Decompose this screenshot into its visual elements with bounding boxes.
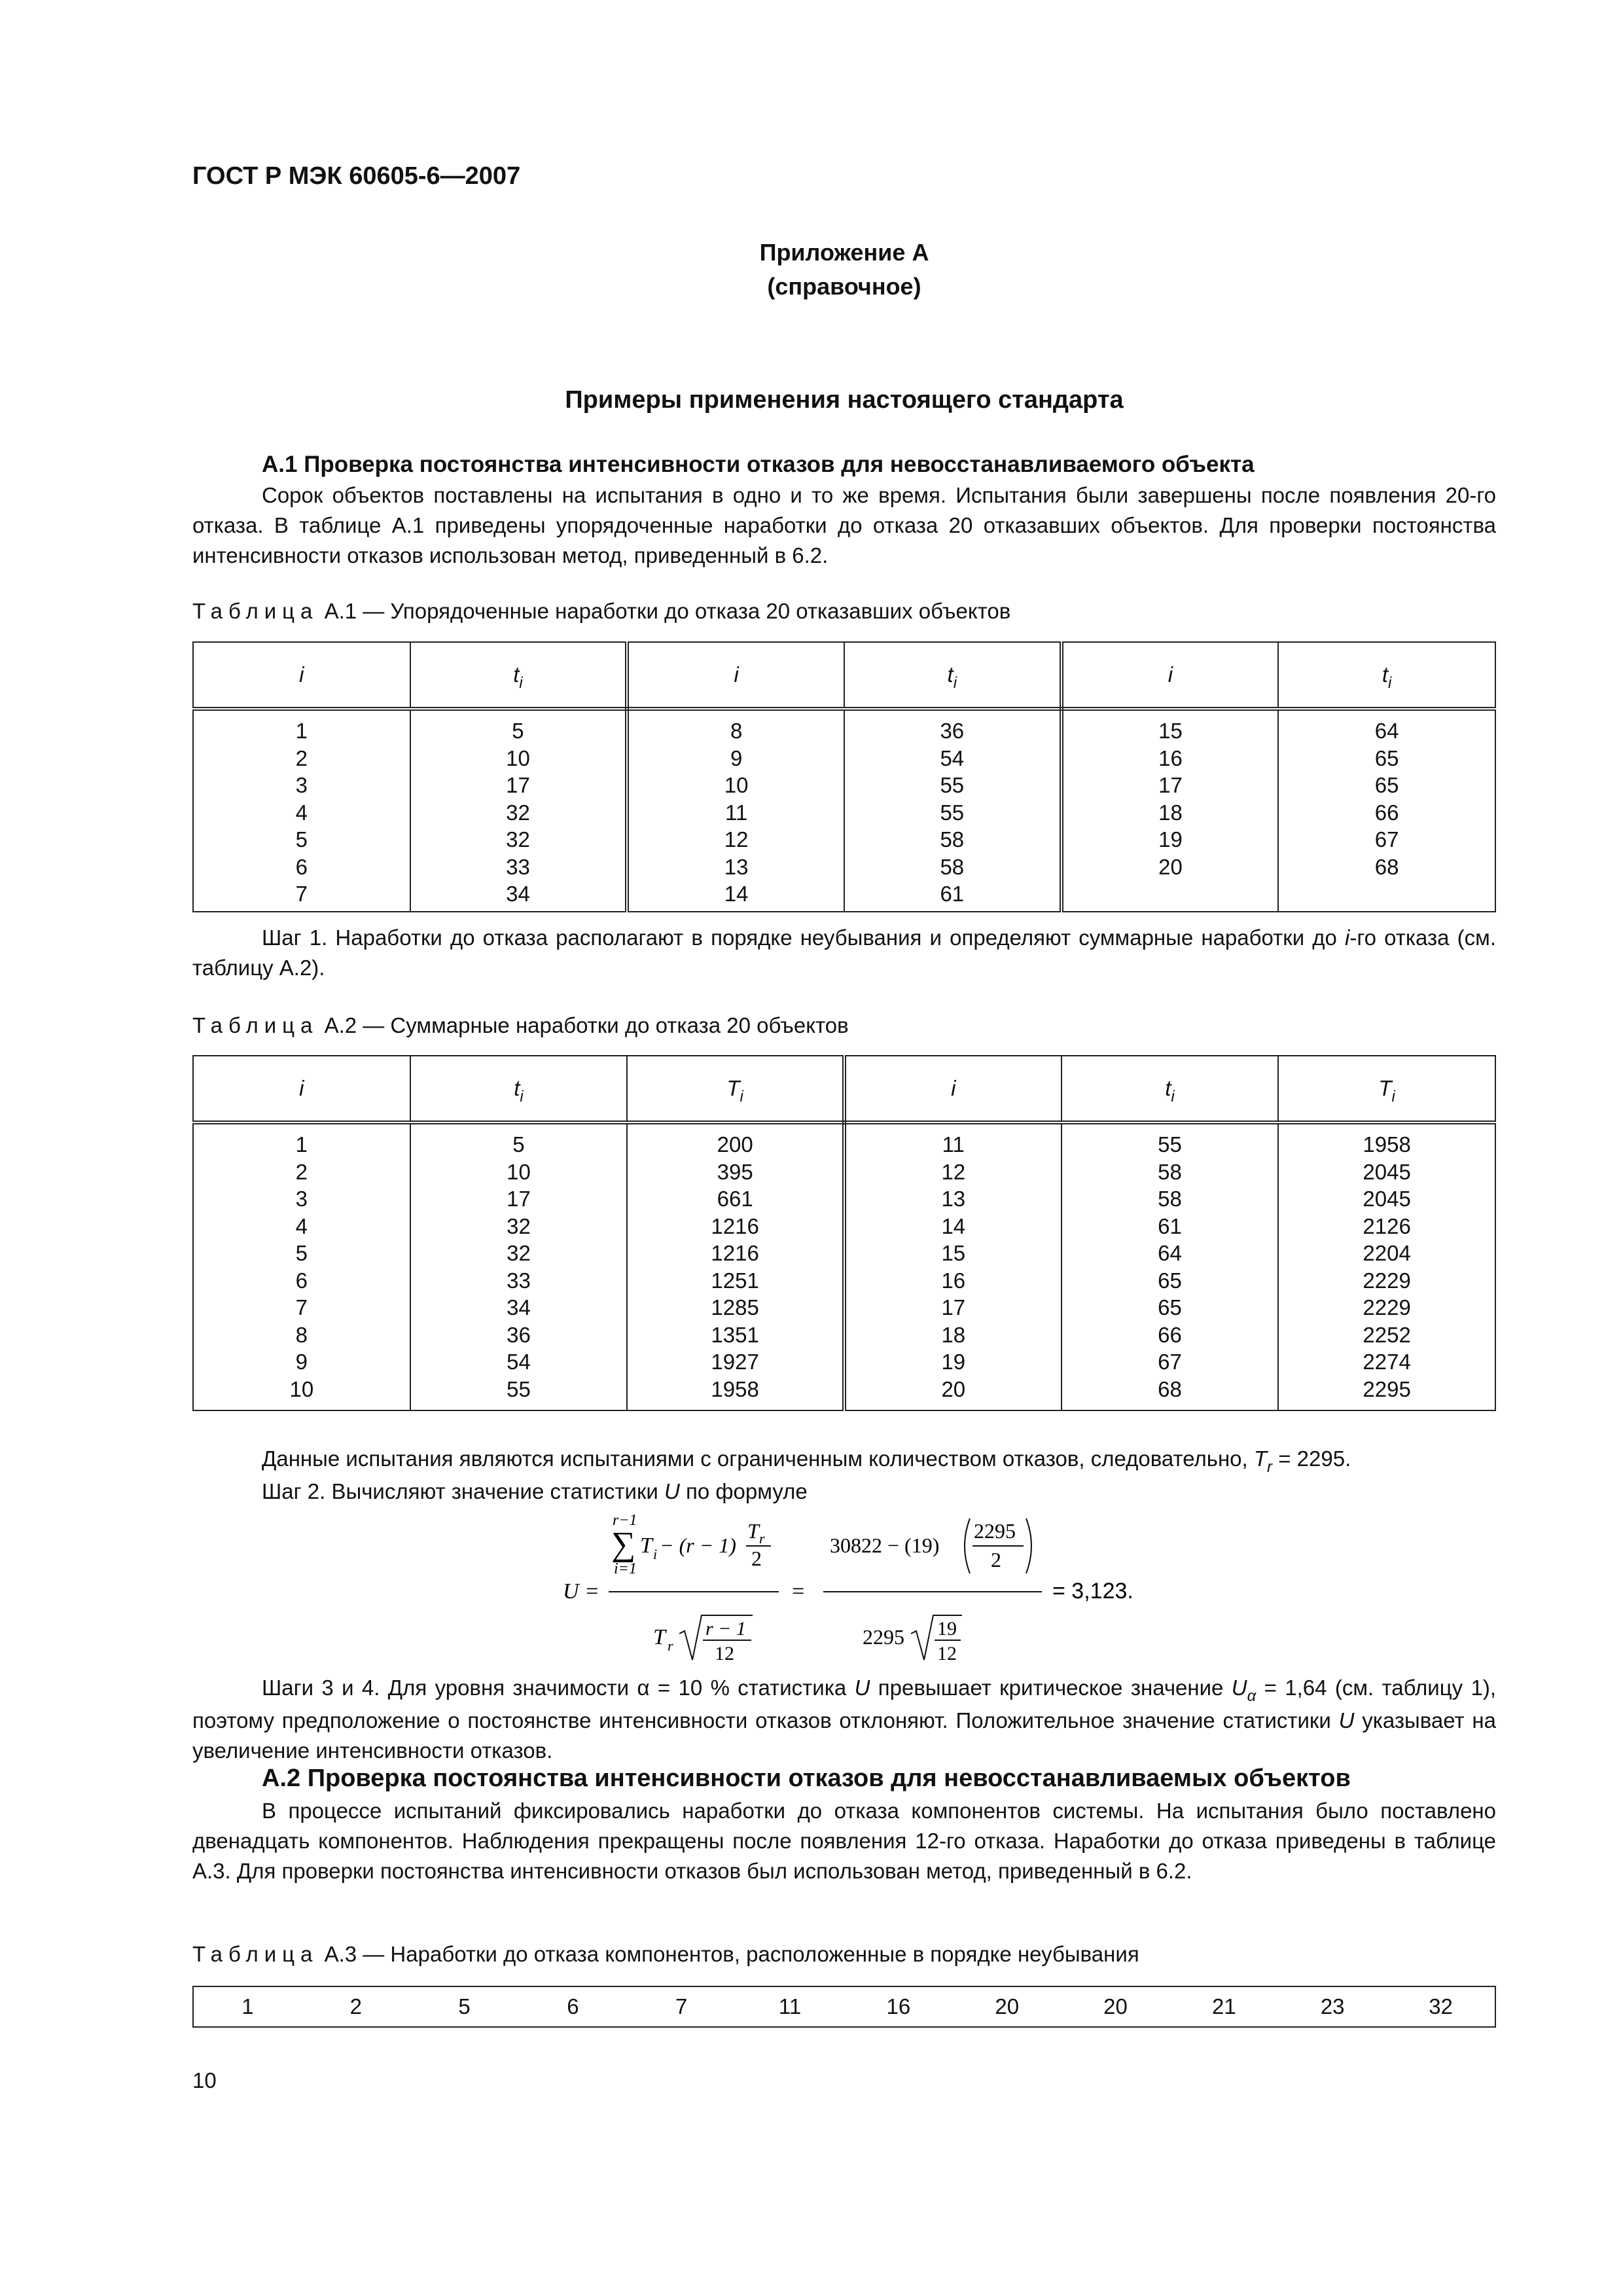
table-cell: 33	[507, 1268, 531, 1293]
test-data-paragraph	[192, 1444, 1496, 1507]
table-cell: 32	[507, 1213, 531, 1238]
table-cell: 17	[1158, 773, 1183, 797]
steps34-text-e: указывает на увеличение интенсивности отказов.	[192, 1708, 1496, 1763]
table-cell: 12	[724, 827, 749, 852]
table-cell: 68	[1374, 854, 1399, 879]
table-cell: 58	[1158, 1187, 1182, 1211]
table-cell: 61	[940, 882, 965, 906]
table-a2	[192, 1055, 1496, 1411]
table-cell: 64	[1158, 1241, 1182, 1265]
table-a3-caption-text: А.3 — Наработки до отказа компонентов, расположенные в порядке неубывания	[324, 1942, 1139, 1966]
table-cell: 12	[941, 1159, 966, 1184]
formula-sum-top: r−1	[613, 1512, 637, 1529]
formula-frac-den: 2	[751, 1547, 762, 1570]
formula-sigma: ∑	[611, 1526, 636, 1563]
table-cell: 6	[295, 1268, 308, 1293]
table-cell: 13	[941, 1187, 966, 1211]
page-number: 10	[192, 2068, 217, 2092]
table-a2-header-i: i	[193, 1056, 410, 1122]
formula-d2: 2295	[863, 1625, 904, 1649]
table-cell: 17	[941, 1295, 966, 1319]
table-cell: 65	[1374, 745, 1399, 770]
table-cell: 8	[730, 719, 743, 743]
table-cell: 34	[507, 1295, 531, 1319]
table-cell: 65	[1158, 1295, 1182, 1319]
table-a3-cell: 11	[736, 1986, 844, 2027]
table-cell: 10	[724, 773, 749, 797]
formula-den-root-den: 12	[715, 1643, 734, 1664]
table-cell: 66	[1158, 1322, 1182, 1347]
table-cell: 55	[507, 1376, 531, 1401]
table-cell: 1285	[711, 1295, 759, 1319]
table-cell: 2229	[1363, 1268, 1411, 1293]
table-cell: 54	[940, 745, 965, 770]
formula-den-T: T	[653, 1625, 666, 1649]
table-a1-column	[1278, 709, 1495, 912]
table-cell: 5	[295, 1241, 308, 1265]
table-cell: 2	[295, 745, 308, 770]
table-a1-column	[1061, 709, 1279, 912]
table-cell: 10	[289, 1376, 314, 1401]
table-cell: 18	[1158, 800, 1183, 825]
step2-U: U	[664, 1479, 680, 1503]
table-cell: 58	[940, 854, 965, 879]
section-a2-text: В процессе испытаний фиксировались наработки до отказа компонентов системы. На испытания было поставлено двенадцать компонентов. Наблюдения прекращены после появления 12-го отказа. Наработки до отказа приведены в таблице А.3. Для проверки постоянства интенсивности отказов был использован метод, приведенный в 6.2.	[192, 1799, 1496, 1883]
table-cell: 2274	[1363, 1350, 1411, 1374]
table-cell: 14	[941, 1213, 966, 1238]
table-cell: 2204	[1363, 1241, 1411, 1265]
table-cell: 9	[730, 745, 743, 770]
table-cell: 395	[717, 1159, 753, 1184]
table-cell: 2252	[1363, 1322, 1411, 1347]
table-cell: 10	[507, 1159, 531, 1184]
table-a1-header-t: $t_i$	[844, 642, 1061, 709]
table-a1-header-i: i	[1061, 642, 1279, 709]
table-cell: 55	[940, 800, 965, 825]
table-cell: 33	[506, 854, 530, 879]
formula-n2-frac-den: 2	[991, 1548, 1001, 1571]
table-cell: 34	[506, 882, 530, 906]
table-cell: 32	[506, 800, 530, 825]
formula-d2-root-den: 12	[937, 1643, 957, 1664]
table-a1-header-t: $t_i$	[1278, 642, 1495, 709]
table-cell: 2045	[1363, 1187, 1411, 1211]
table-a3-cell: 1	[193, 1986, 302, 2027]
table-cell: 66	[1374, 800, 1399, 825]
main-title: Примеры применения настоящего стандарта	[565, 386, 1124, 414]
table-cell: 19	[1158, 827, 1183, 852]
table-a1-caption-prefix: Таблица	[192, 599, 319, 623]
table-a1-header-i: i	[627, 642, 844, 709]
table-cell: 3	[295, 1187, 308, 1211]
steps34-paragraph	[192, 1673, 1496, 1766]
formula-eq: =	[792, 1579, 805, 1604]
table-a3-cell: 7	[627, 1986, 736, 2027]
table-a3-cell: 20	[953, 1986, 1061, 2027]
table-a2-column	[1278, 1122, 1495, 1410]
table-cell: 200	[717, 1132, 753, 1157]
formula-n2-frac-num: 2295	[974, 1519, 1016, 1543]
table-cell: 36	[507, 1322, 531, 1347]
table-cell: 4	[295, 1213, 308, 1238]
table-cell: 5	[512, 719, 524, 743]
table-a2-column	[410, 1122, 628, 1410]
table-a1-header-t: $t_i$	[410, 642, 628, 709]
step1-i: i	[1345, 925, 1350, 950]
table-a3-cell: 21	[1169, 1986, 1278, 2027]
section-a2-paragraph	[192, 1796, 1496, 1886]
step2-text-b: по формуле	[679, 1479, 808, 1503]
table-cell: 17	[506, 773, 530, 797]
table-cell: 15	[1158, 719, 1183, 743]
table-a1-column	[410, 709, 628, 912]
table-cell: 16	[1158, 745, 1183, 770]
test-data-text-b: = 2295.	[1272, 1446, 1351, 1471]
table-cell: 5	[295, 827, 308, 852]
test-data-T-sub: r	[1267, 1458, 1273, 1476]
table-a1-header-i: i	[193, 642, 410, 709]
table-cell: 1351	[711, 1322, 759, 1347]
formula-frac-num: T	[747, 1519, 759, 1543]
step2-text-a: Шаг 2. Вычисляют значение статистики	[262, 1479, 664, 1503]
table-cell: 15	[941, 1241, 966, 1265]
table-a3-caption	[192, 1942, 1139, 1967]
formula-Ti: T	[640, 1534, 652, 1558]
table-cell: 11	[942, 1132, 965, 1157]
annex-subtitle: (справочное)	[767, 273, 921, 300]
table-cell: 2045	[1363, 1159, 1411, 1184]
table-a3-cell: 6	[518, 1986, 627, 2027]
table-cell: 55	[1158, 1132, 1182, 1157]
steps34-alpha: α	[637, 1676, 650, 1700]
test-data-text-a: Данные испытания являются испытаниями с ограниченным количеством отказов, следовательно,	[262, 1446, 1254, 1471]
steps34-U: U	[854, 1676, 870, 1700]
table-a3-caption-prefix: Таблица	[192, 1942, 319, 1966]
table-cell: 2229	[1363, 1295, 1411, 1319]
table-cell: 20	[1158, 854, 1183, 879]
table-cell: 1216	[711, 1213, 759, 1238]
section-a1-text: Сорок объектов поставлены на испытания в одно и то же время. Испытания были завершены после появления 20-го отказа. В таблице А.1 приведены упорядоченные наработки до отказа 20 отказавших объектов. Для проверки постоянства интенсивности отказов использован метод, приведенный в 6.2.	[192, 483, 1496, 567]
annex-title: Приложение А	[759, 239, 929, 266]
table-cell: 58	[940, 827, 965, 852]
table-cell: 64	[1374, 719, 1399, 743]
table-cell: 1251	[711, 1268, 759, 1293]
table-cell: 6	[295, 854, 308, 879]
table-a1-column	[627, 709, 844, 912]
section-a1-heading: А.1 Проверка постоянства интенсивности отказов для невосстанавливаемого объекта	[262, 452, 1255, 477]
steps34-text-b: = 10 % статистика	[649, 1676, 855, 1700]
table-cell: 54	[507, 1350, 531, 1374]
u-statistic-formula	[563, 1505, 1152, 1669]
table-a1-caption	[192, 599, 1010, 624]
table-a2-caption	[192, 1013, 849, 1038]
table-cell: 1927	[711, 1350, 759, 1374]
table-cell: 65	[1158, 1268, 1182, 1293]
table-cell: 1216	[711, 1241, 759, 1265]
table-cell: 19	[941, 1350, 966, 1374]
table-a3-cell: 32	[1387, 1986, 1495, 2027]
annex-heading	[192, 236, 1496, 304]
table-cell: 1958	[1363, 1132, 1411, 1157]
formula-num-mid: − (r − 1)	[660, 1534, 736, 1557]
formula-den-T-sub: r	[668, 1638, 673, 1654]
table-cell: 2295	[1363, 1376, 1411, 1401]
formula-den-root-num: r − 1	[705, 1618, 746, 1640]
table-a2-column	[844, 1122, 1061, 1410]
table-a1-column	[844, 709, 1061, 912]
formula-Ti-sub: i	[653, 1546, 658, 1562]
test-data-T: T	[1253, 1446, 1268, 1471]
table-cell: 1	[295, 719, 308, 743]
table-cell: 4	[295, 800, 308, 825]
table-cell: 55	[940, 773, 965, 797]
document-id: ГОСТ Р МЭК 60605-6—2007	[192, 162, 521, 190]
table-a2-header-t: $t_i$	[1061, 1056, 1279, 1122]
table-a2-column	[1061, 1122, 1279, 1410]
table-cell: 3	[295, 773, 308, 797]
table-cell: 10	[506, 745, 530, 770]
formula-d2-root-num: 19	[937, 1618, 957, 1640]
section-a2-heading: А.2 Проверка постоянства интенсивности отказов для невосстанавливаемых объектов	[262, 1765, 1351, 1792]
table-cell: 7	[295, 882, 308, 906]
table-cell: 1	[295, 1132, 308, 1157]
steps34-U2: U	[1231, 1676, 1247, 1700]
table-cell: 20	[941, 1376, 966, 1401]
table-a3-cell: 23	[1278, 1986, 1387, 2027]
table-cell: 5	[512, 1132, 525, 1157]
table-a2-column	[627, 1122, 844, 1410]
formula-sum-bottom: i=1	[614, 1560, 637, 1577]
table-cell: 16	[941, 1268, 966, 1293]
table-cell: 661	[717, 1187, 753, 1211]
table-a2-header-t: $t_i$	[410, 1056, 628, 1122]
section-a1-paragraph	[192, 480, 1496, 571]
table-cell: 1958	[711, 1376, 759, 1401]
table-cell: 61	[1158, 1213, 1182, 1238]
table-cell: 9	[295, 1350, 308, 1374]
table-cell: 36	[940, 719, 965, 743]
table-a2-caption-prefix: Таблица	[192, 1013, 319, 1037]
table-cell: 32	[507, 1241, 531, 1265]
table-a1-column	[193, 709, 410, 912]
table-a1-caption-text: А.1 — Упорядоченные наработки до отказа 20 отказавших объектов	[324, 599, 1011, 623]
steps34-U2-sub: α	[1247, 1687, 1257, 1705]
table-cell: 2	[295, 1159, 308, 1184]
table-a3-cell: 20	[1061, 1986, 1170, 2027]
formula-result: = 3,123.	[1052, 1579, 1133, 1604]
table-a2-header-i: i	[844, 1056, 1061, 1122]
table-a3-cell: 5	[410, 1986, 519, 2027]
table-cell: 17	[507, 1187, 531, 1211]
table-a2-column	[193, 1122, 410, 1410]
table-a3	[192, 1986, 1496, 2028]
table-cell: 13	[724, 854, 749, 879]
formula-paren-left	[965, 1518, 970, 1573]
table-cell: 67	[1374, 827, 1399, 852]
formula-n2: 30822 − (19)	[830, 1534, 940, 1557]
table-cell: 58	[1158, 1159, 1182, 1184]
step1-text-a: Шаг 1. Наработки до отказа располагают в порядке неубывания и определяют суммарные наработки до	[262, 925, 1346, 950]
table-cell: 2126	[1363, 1213, 1411, 1238]
steps34-text-c: превышает критическое значение	[870, 1676, 1232, 1700]
step1-paragraph	[192, 923, 1496, 983]
table-cell: 8	[295, 1322, 308, 1347]
formula-frac-num-sub: r	[759, 1530, 765, 1547]
steps34-text-d: = 1,64 (см. таблицу 1), поэтому предположение о постоянстве интенсивности отказов отклоняют. Положительное значение статистики	[192, 1676, 1496, 1732]
table-a1	[192, 641, 1496, 912]
table-cell: 11	[725, 800, 748, 825]
steps34-U3: U	[1338, 1708, 1355, 1732]
table-a2-header-T: $T_i$	[627, 1056, 844, 1122]
step1-text-b: -го отказа (см. таблицу А.2).	[192, 925, 1496, 980]
table-cell: 67	[1158, 1350, 1182, 1374]
table-cell: 68	[1158, 1376, 1182, 1401]
table-a3-row	[193, 1986, 1495, 2027]
table-cell: 14	[724, 882, 749, 906]
table-a3-cell: 2	[302, 1986, 410, 2027]
table-cell: 18	[941, 1322, 966, 1347]
formula-lhs: U =	[563, 1579, 599, 1604]
formula-paren-right	[1026, 1518, 1031, 1573]
table-a2-header-T: $T_i$	[1278, 1056, 1495, 1122]
steps34-text-a: Шаги 3 и 4. Для уровня значимости	[262, 1676, 637, 1700]
table-cell: 65	[1374, 773, 1399, 797]
table-cell: 7	[295, 1295, 308, 1319]
table-a3-cell: 16	[844, 1986, 953, 2027]
table-cell: 32	[506, 827, 530, 852]
table-a2-caption-text: А.2 — Суммарные наработки до отказа 20 объектов	[324, 1013, 849, 1037]
